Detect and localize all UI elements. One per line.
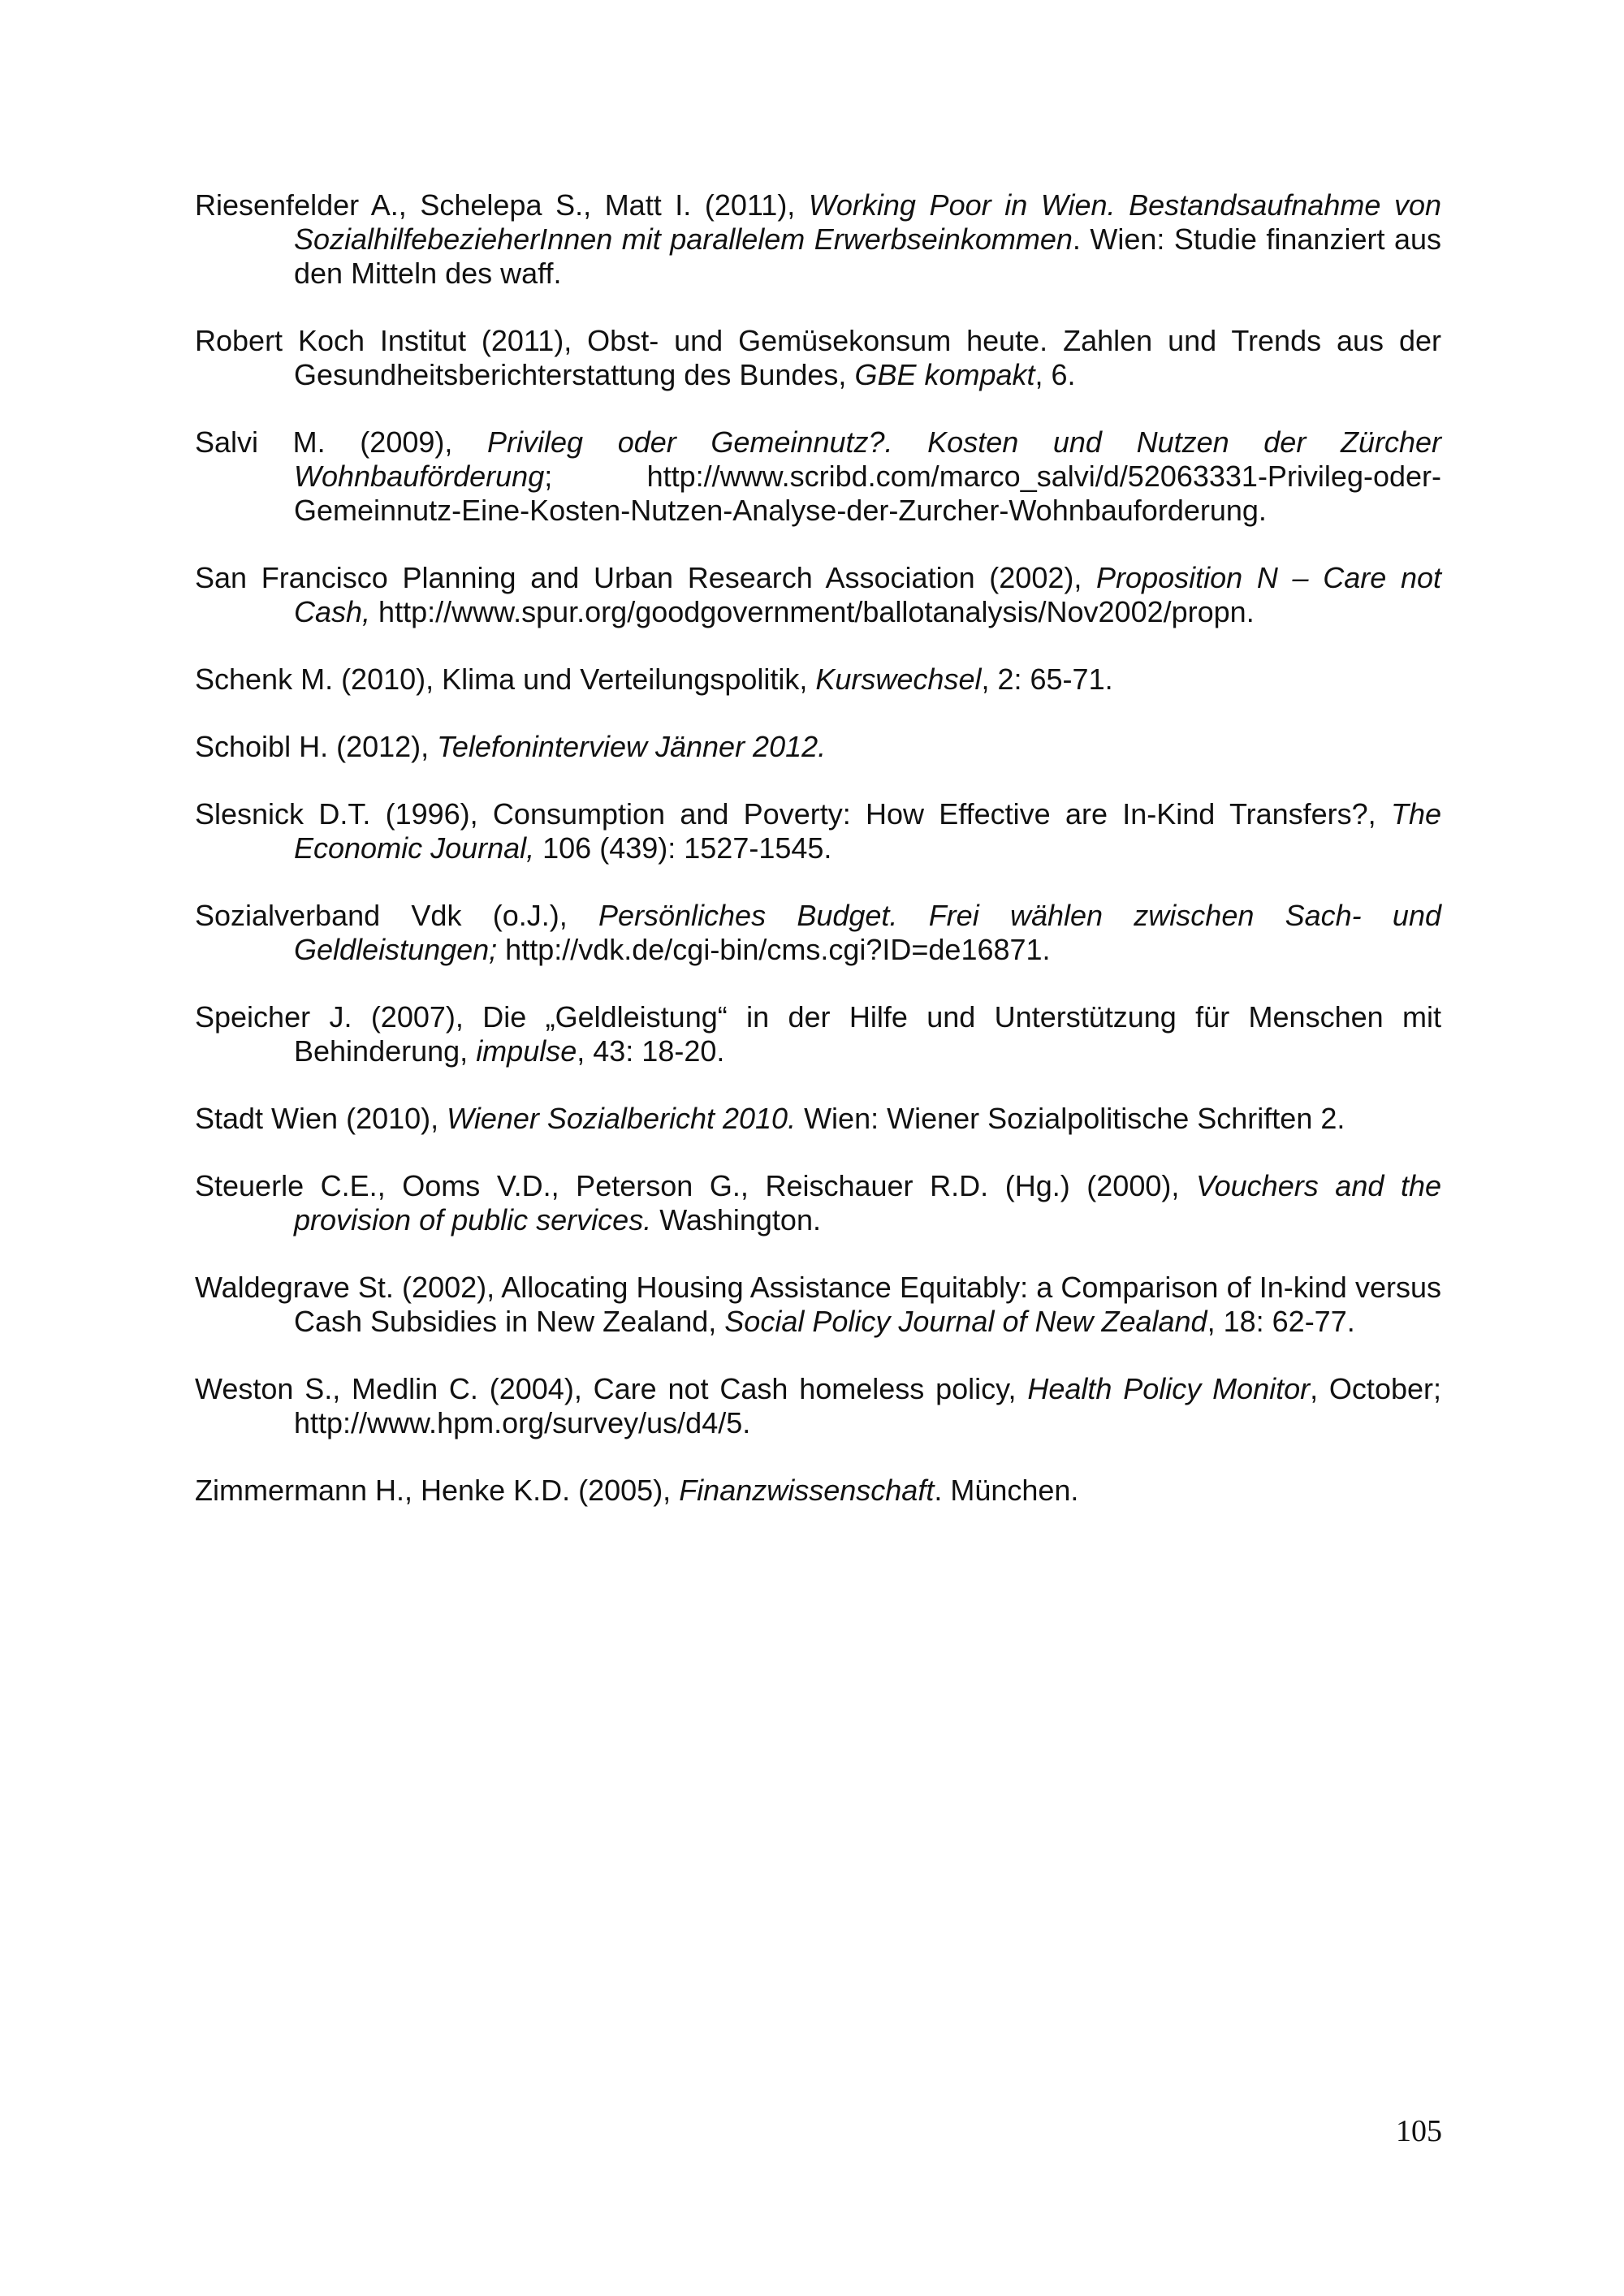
- reference-title-segment: GBE kompakt: [854, 358, 1035, 391]
- reference-text-segment: http://www.spur.org/goodgovernment/ballotanalysis/Nov2002/propn.: [370, 595, 1255, 628]
- reference-entry: [195, 899, 1441, 967]
- reference-title-segment: Privileg oder Gemeinnutz?. Kosten und Nutzen der Zürcher Wohnbauförderung: [294, 425, 1441, 493]
- reference-text-segment: 106 (439): 1527-1545.: [534, 831, 832, 865]
- reference-text-segment: Zimmermann H., Henke K.D. (2005),: [195, 1474, 680, 1507]
- reference-text-segment: http://vdk.de/cgi-bin/cms.cgi?ID=de16871.: [497, 933, 1051, 966]
- reference-title-segment: Wiener Sozialbericht 2010.: [447, 1102, 797, 1135]
- reference-title-segment: Kurswechsel: [815, 662, 982, 696]
- reference-entry: [195, 425, 1441, 528]
- reference-text-segment: Speicher J. (2007), Die „Geldleistung“ in der Hilfe und Unterstützung für Menschen mit Behinderung,: [195, 1000, 1441, 1068]
- reference-text-segment: , 6.: [1034, 358, 1076, 391]
- reference-entry: [195, 1271, 1441, 1339]
- reference-text-segment: Weston S., Medlin C. (2004), Care not Cash homeless policy,: [195, 1372, 1028, 1405]
- reference-text-segment: ; http://www.scribd.com/marco_salvi/d/52063331-Privileg-oder-Gemeinnutz-Eine-Kosten-Nutzen-Analyse-der-Zurcher-Wohnbauforderung.: [294, 460, 1441, 527]
- reference-title-segment: Finanzwissenschaft: [679, 1474, 935, 1507]
- reference-entry: [195, 188, 1441, 291]
- reference-title-segment: Telefoninterview Jänner 2012.: [437, 730, 827, 763]
- reference-text-segment: Stadt Wien (2010),: [195, 1102, 447, 1135]
- reference-text-segment: Steuerle C.E., Ooms V.D., Peterson G., Reischauer R.D. (Hg.) (2000),: [195, 1169, 1196, 1202]
- reference-list: [195, 188, 1441, 1541]
- reference-entry: [195, 797, 1441, 865]
- reference-text-segment: . Wien: Studie finanziert aus den Mitteln des waff.: [294, 222, 1441, 290]
- reference-text-segment: , 43: 18-20.: [577, 1034, 725, 1068]
- reference-entry: [195, 730, 1441, 764]
- reference-text-segment: Riesenfelder A., Schelepa S., Matt I. (2011),: [195, 188, 809, 222]
- reference-entry: [195, 1169, 1441, 1237]
- reference-text-segment: Sozialverband Vdk (o.J.),: [195, 899, 598, 932]
- reference-title-segment: Social Policy Journal of New Zealand: [724, 1305, 1207, 1338]
- reference-text-segment: , 2: 65-71.: [981, 662, 1113, 696]
- reference-text-segment: Wien: Wiener Sozialpolitische Schriften 2.: [796, 1102, 1345, 1135]
- reference-text-segment: . München.: [934, 1474, 1079, 1507]
- reference-title-segment: Vouchers and the provision of public services.: [294, 1169, 1441, 1236]
- reference-title-segment: Proposition N – Care not Cash,: [294, 561, 1441, 628]
- reference-entry: [195, 324, 1441, 392]
- reference-text-segment: Waldegrave St. (2002), Allocating Housing Assistance Equitably: a Comparison of In-kind versus Cash Subsidies in New Zealand,: [195, 1271, 1441, 1338]
- reference-title-segment: The Economic Journal,: [294, 797, 1441, 865]
- reference-text-segment: Slesnick D.T. (1996), Consumption and Poverty: How Effective are In-Kind Transfers?,: [195, 797, 1391, 831]
- reference-text-segment: Salvi M. (2009),: [195, 425, 488, 459]
- page-number: 105: [1396, 2114, 1442, 2148]
- reference-text-segment: Washington.: [651, 1203, 821, 1236]
- reference-title-segment: Working Poor in Wien. Bestandsaufnahme von SozialhilfebezieherInnen mit parallelem Erwerbseinkommen: [294, 188, 1441, 256]
- reference-text-segment: Robert Koch Institut (2011), Obst- und Gemüsekonsum heute. Zahlen und Trends aus der Gesundheitsberichterstattung des Bundes,: [195, 324, 1441, 391]
- reference-entry: [195, 662, 1441, 697]
- reference-text-segment: San Francisco Planning and Urban Research Association (2002),: [195, 561, 1097, 594]
- reference-text-segment: Schoibl H. (2012),: [195, 730, 438, 763]
- reference-title-segment: Persönliches Budget. Frei wählen zwischen Sach- und Geldleistungen;: [294, 899, 1441, 966]
- reference-text-segment: , October; http://www.hpm.org/survey/us/d4/5.: [294, 1372, 1441, 1439]
- reference-entry: [195, 561, 1441, 629]
- reference-entry: [195, 1000, 1441, 1068]
- reference-title-segment: Health Policy Monitor: [1027, 1372, 1311, 1405]
- reference-entry: [195, 1474, 1441, 1508]
- reference-title-segment: impulse: [476, 1034, 577, 1068]
- reference-entry: [195, 1102, 1441, 1136]
- reference-text-segment: Schenk M. (2010), Klima und Verteilungspolitik,: [195, 662, 816, 696]
- reference-entry: [195, 1372, 1441, 1440]
- reference-text-segment: , 18: 62-77.: [1207, 1305, 1355, 1338]
